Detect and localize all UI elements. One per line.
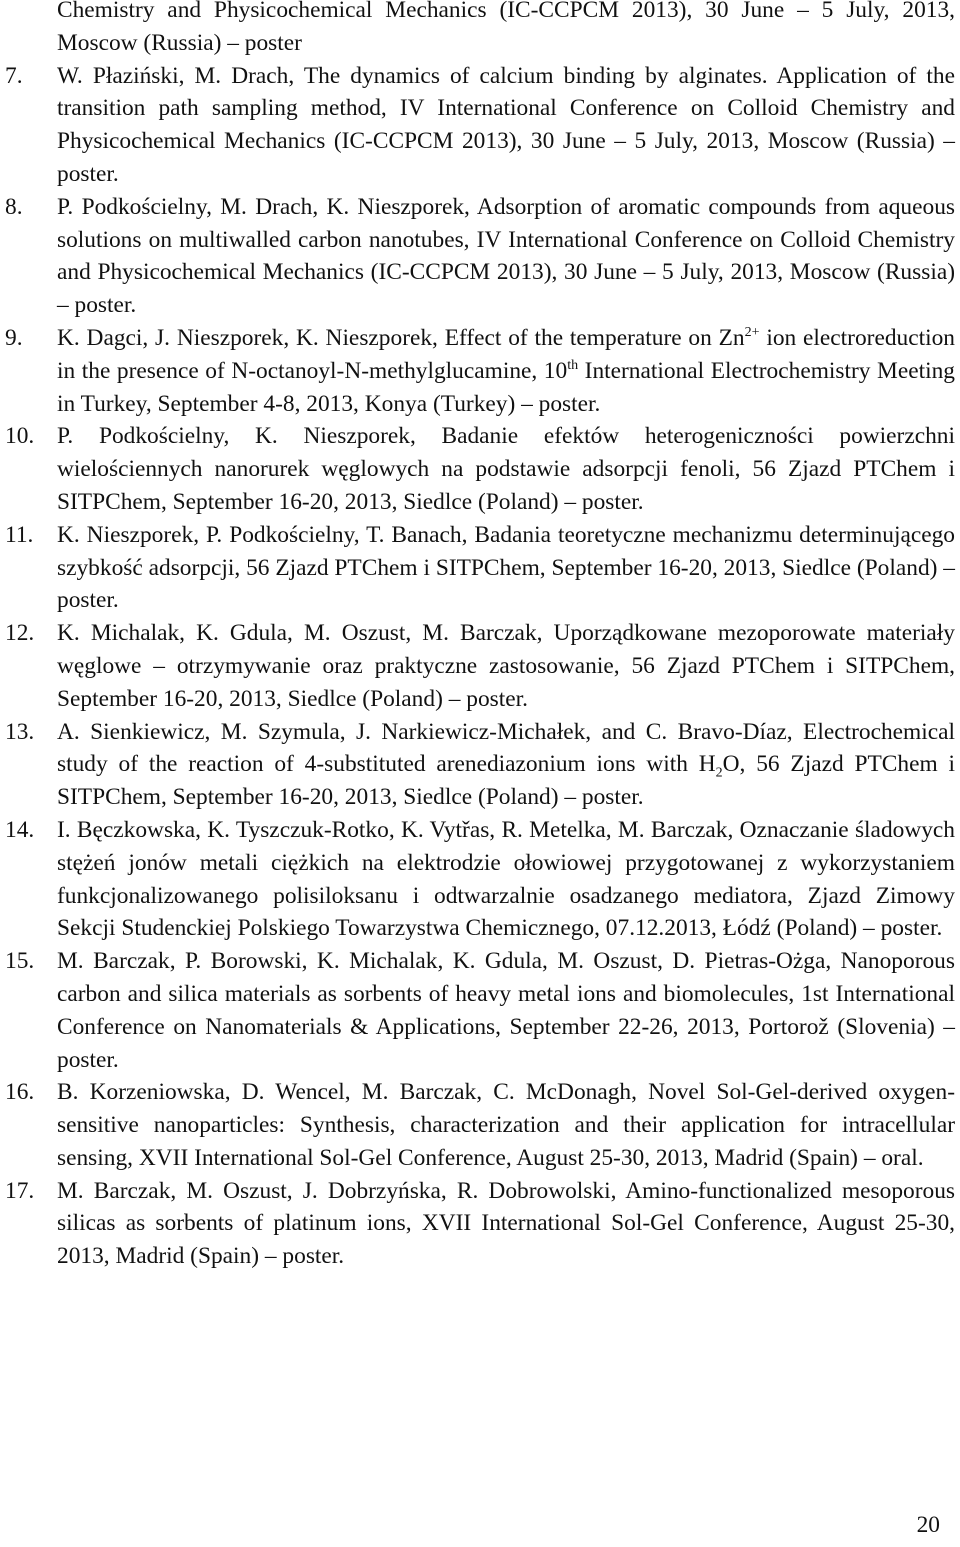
reference-entry-10: [0, 420, 960, 518]
entry-number: 16.: [5, 1079, 35, 1106]
reference-entry-17: [0, 1175, 960, 1273]
entry-number: 9.: [5, 324, 23, 351]
entry-text: K. Michalak, K. Gdula, M. Oszust, M. Barczak, Uporządkowane mezoporowate materiały węglowe – otrzymywanie oraz praktyczne zastosowanie, 56 Zjazd PTChem i SITPChem, September 16-20, 2013, Siedlce (Poland) – poster.: [57, 620, 955, 712]
entry-text: B. Korzeniowska, D. Wencel, M. Barczak, C. McDonagh, Novel Sol-Gel-derived oxygen-sensitive nanoparticles: Synthesis, characterization and their application for intracellular sensing, XVII International Sol-Gel Conference, August 25-30, 2013, Madrid (Spain) – oral.: [57, 1079, 955, 1171]
reference-entry-13: [0, 716, 960, 814]
entry-number: 13.: [5, 718, 35, 745]
entry-text: K. Nieszporek, P. Podkościelny, T. Banach, Badania teoretyczne mechanizmu determinującego szybkość adsorpcji, 56 Zjazd PTChem i SITPChem, September 16-20, 2013, Siedlce (Poland) – poster.: [57, 521, 955, 614]
entry-text-part: K. Dagci, J. Nieszporek, K. Nieszporek, Effect of the temperature on Zn: [57, 324, 745, 351]
reference-entry-6-continued: [0, 0, 960, 60]
reference-entry-9: [0, 322, 960, 420]
entry-number: 12.: [5, 620, 35, 647]
reference-entry-7: [0, 60, 960, 191]
page-number: 20: [916, 1512, 940, 1538]
entry-text-part: A. Sienkiewicz, M. Szymula, J. Narkiewicz-Michałek, and C. Bravo-Díaz, Electrochemical study of the reaction of 4-substituted arenediazonium ions with H: [57, 718, 955, 778]
entry-text: W. Płaziński, M. Drach, The dynamics of calcium binding by alginates. Application of the transition path sampling method, IV International Conference on Colloid Chemistry and Physicochemical Mechanics (IC-CCPCM 2013), 30 June – 5 July, 2013, Moscow (Russia) – poster.: [57, 62, 955, 187]
entry-number: 17.: [5, 1177, 35, 1204]
entry-text: I. Bęczkowska, K. Tyszczuk-Rotko, K. Vytřas, R. Metelka, M. Barczak, Oznaczanie śladowych stężeń jonów metali ciężkich na elektrodzie ołowiowej przygotowanej z wykorzystaniem funkcjonalizowanego polisiloksanu i odtwarzalnie osadzanego mediatora, Zjazd Zimowy Sekcji Studenckiej Polskiego Towarzystwa Chemicznego, 07.12.2013, Łódź (Poland) – poster.: [57, 816, 955, 942]
reference-entry-11: [0, 519, 960, 617]
entry-text: Chemistry and Physicochemical Mechanics (IC-CCPCM 2013), 30 June – 5 July, 2013, Moscow (Russia) – poster: [57, 0, 955, 56]
superscript-ordinal: th: [567, 357, 579, 373]
entry-number: 11.: [5, 521, 34, 548]
reference-entry-8: [0, 191, 960, 322]
entry-number: 15.: [5, 948, 35, 975]
entry-text-part: ion electroreduction in the presence of N-octanoyl-N-methylglucamine, 10: [57, 324, 955, 384]
superscript-charge: 2+: [744, 325, 760, 341]
reference-entry-12: [0, 617, 960, 715]
entry-text-part: International Electrochemistry Meeting in Turkey, September 4-8, 2013, Konya (Turkey) – poster.: [57, 357, 956, 417]
reference-entry-15: [0, 945, 960, 1076]
reference-entry-14: [0, 814, 960, 945]
entry-text: P. Podkościelny, K. Nieszporek, Badanie efektów heterogeniczności powierzchni wielościennych nanorurek węglowych na podstawie adsorpcji fenoli, 56 Zjazd PTChem i SITPChem, September 16-20, 2013, Siedlce (Poland) – poster.: [57, 423, 955, 515]
entry-number: 14.: [5, 816, 35, 843]
entry-text-part: O, 56 Zjazd PTChem i SITPChem, September 16-20, 2013, Siedlce (Poland) – poster.: [57, 751, 955, 811]
entry-text: P. Podkościelny, M. Drach, K. Nieszporek, Adsorption of aromatic compounds from aqueous solutions on multiwalled carbon nanotubes, IV International Conference on Colloid Chemistry and Physicochemical Mechanics (IC-CCPCM 2013), 30 June – 5 July, 2013, Moscow (Russia) – poster.: [57, 193, 955, 319]
reference-entry-16: [0, 1076, 960, 1174]
entry-text: M. Barczak, M. Oszust, J. Dobrzyńska, R. Dobrowolski, Amino-functionalized mesoporous silicas as sorbents of platinum ions, XVII International Sol-Gel Conference, August 25-30, 2013, Madrid (Spain) – poster.: [57, 1177, 955, 1270]
subscript-formula: 2: [715, 766, 723, 781]
entry-number: 10.: [5, 423, 35, 450]
entry-text: M. Barczak, P. Borowski, K. Michalak, K. Gdula, M. Oszust, D. Pietras-Ożga, Nanoporous carbon and silica materials as sorbents of heavy metal ions and biomolecules, 1st International Conference on Nanomaterials & Applications, September 22-26, 2013, Portorož (Slovenia) – poster.: [57, 948, 955, 1073]
entry-number: 7.: [5, 62, 23, 89]
entry-number: 8.: [5, 193, 23, 220]
